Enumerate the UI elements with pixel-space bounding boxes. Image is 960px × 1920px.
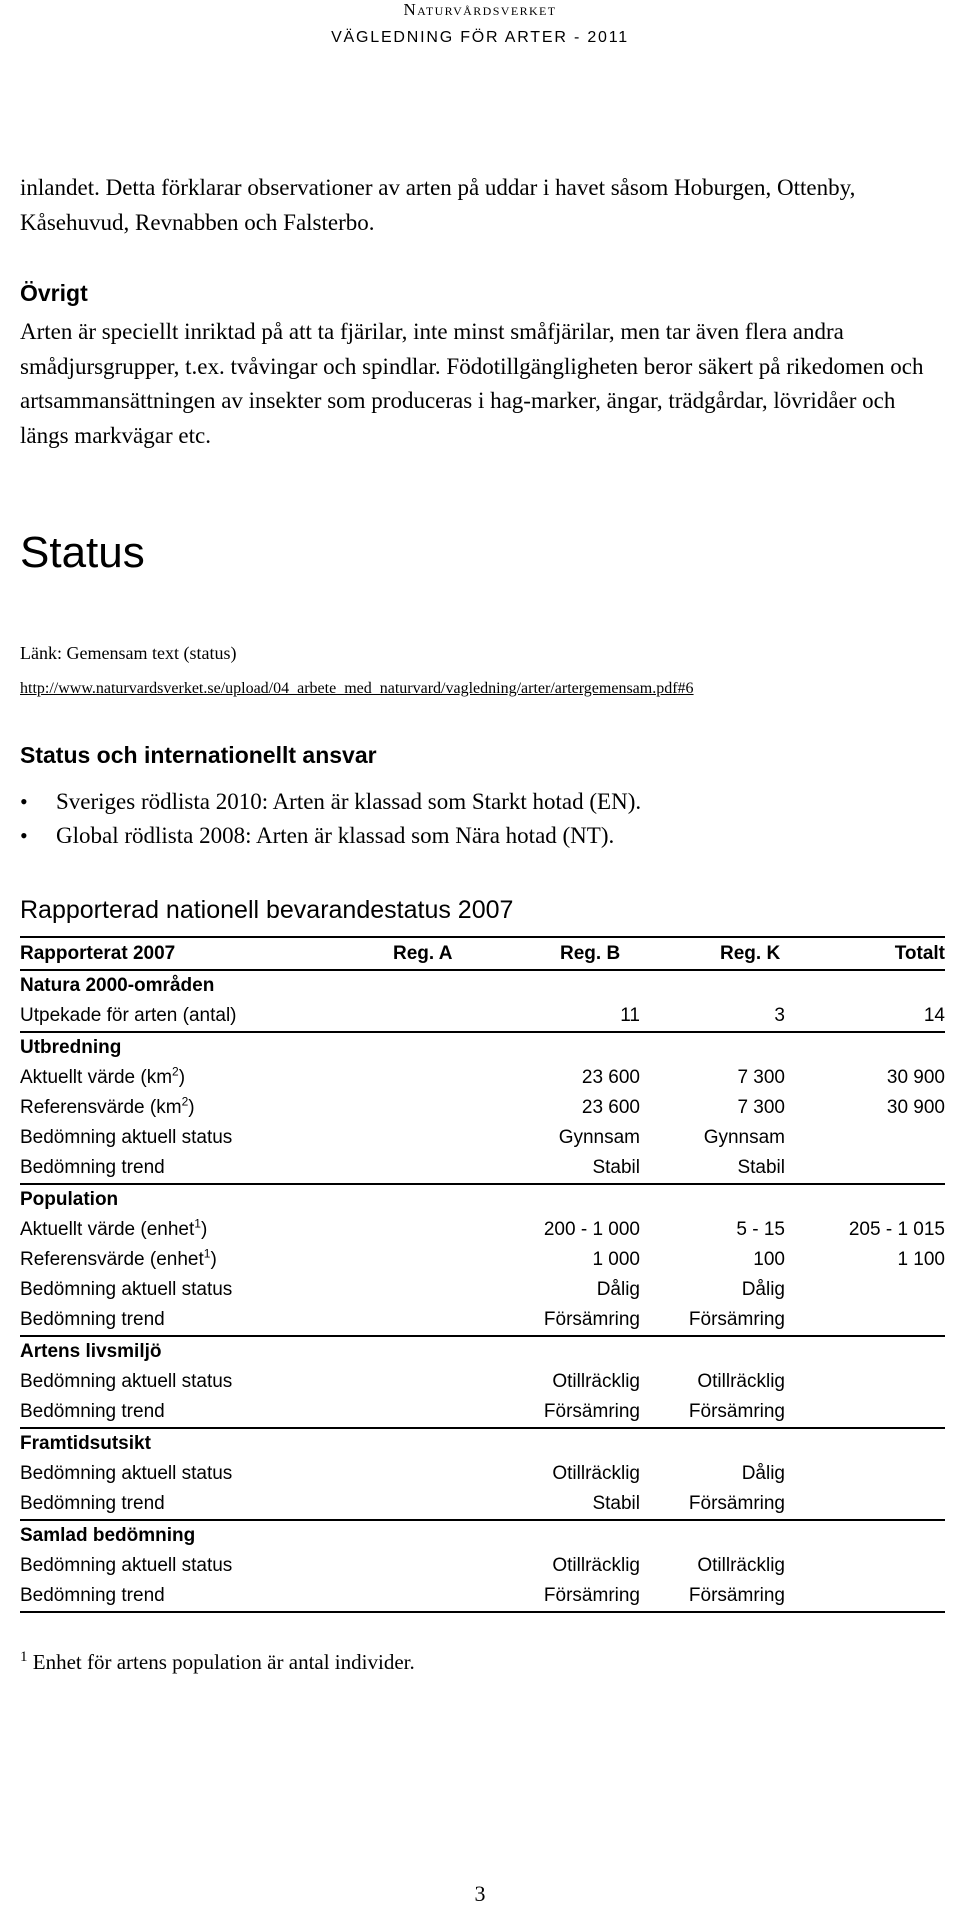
reg-b-value: Otillräcklig [552,1371,640,1392]
page-title-status: Status [20,528,145,577]
total-value: 205 - 1 015 [848,1219,945,1240]
reg-b-value: Stabil [592,1157,640,1178]
reg-b-value: 200 - 1 000 [543,1219,640,1240]
row-label-text: Bedömning aktuell status [20,1279,233,1300]
row-label [20,1153,165,1183]
table-header-row [20,936,945,971]
table-row [20,1153,945,1183]
row-label-superscript: 2 [172,1064,179,1079]
row-label [20,1275,232,1305]
row-label-superscript: 2 [181,1094,189,1109]
reg-k-value: Stabil [737,1157,785,1178]
reg-b-value: Dålig [596,1279,640,1300]
reg-k-value: Otillräcklig [697,1555,785,1576]
total-value: 30 900 [886,1097,945,1118]
row-label [20,1367,232,1397]
ovrigt-paragraph: Arten är speciellt inriktad på att ta fjärilar, inte minst småfjärilar, men tar även flera andra smådjursgrupper, t.ex. tvåvingar och spindlar. Födotillgängligheten beror säkert på rikedomen och artsammansättningen av insekter som produceras i hag-marker, ängar, trädgårdar, lövridåer och längs markvägar etc. [20,319,924,448]
table-row [20,1581,945,1613]
section-title: Utbredning [20,1037,122,1058]
column-header-rapporterat: Rapporterat 2007 [20,943,176,964]
international-heading: Status och internationellt ansvar [20,742,377,768]
table-row [20,1215,945,1245]
row-label [20,1397,165,1427]
list-item: • Sveriges rödlista 2010: Arten är klassad som Starkt hotad (EN). [20,785,945,819]
section-title: Natura 2000-områden [20,975,215,996]
row-label-text: Bedömning aktuell status [20,1463,233,1484]
row-label-text: Bedömning trend [20,1493,165,1514]
section-heading-ovrigt: Övrigt [20,280,88,306]
table-section-heading [20,1427,945,1459]
reg-b-value: Försämring [543,1309,640,1330]
table-row [20,1489,945,1519]
total-value: 14 [923,1005,945,1026]
reg-k-value: Försämring [688,1493,785,1514]
row-label-text: Bedömning aktuell status [20,1371,233,1392]
table-row [20,1063,945,1093]
footnote-marker: 1 [20,1649,28,1665]
table-row [20,1001,945,1031]
row-label [20,1093,195,1123]
row-label-suffix: ) [210,1249,217,1270]
reg-k-value: 7 300 [737,1097,785,1118]
table-section-heading [20,1519,945,1551]
running-header-org: Naturvårdsverket [403,0,557,19]
row-label-superscript: 1 [203,1246,211,1261]
table-row [20,1367,945,1397]
table-section-heading [20,971,945,1001]
total-value: 30 900 [886,1067,945,1088]
table-body [20,971,945,1613]
row-label-superscript: 1 [194,1216,201,1231]
column-header-reg-k: Reg. K [720,943,781,964]
reg-k-value: Försämring [688,1585,785,1606]
row-label-suffix: ) [200,1219,208,1240]
intro-paragraph: inlandet. Detta förklarar observationer av arten på uddar i havet såsom Hoburgen, Ottenby, Kåsehuvud, Revnabben och Falsterbo. [20,175,856,235]
table-row [20,1123,945,1153]
section-title: Population [20,1189,119,1210]
row-label [20,1581,165,1611]
column-header-reg-a: Reg. A [393,943,453,964]
table-section-heading [20,1183,945,1215]
reg-b-value: Stabil [592,1493,640,1514]
running-header-subtitle: VÄGLEDNING FÖR ARTER - 2011 [331,29,629,46]
row-label [20,1459,232,1489]
row-label-text: Bedömning trend [20,1585,165,1606]
reg-b-value: Otillräcklig [552,1555,640,1576]
row-label-text: Bedömning trend [20,1309,165,1330]
section-title: Artens livsmiljö [20,1341,162,1362]
table-row [20,1459,945,1489]
page-number: 3 [474,1881,486,1906]
table-row [20,1245,945,1275]
total-value: 1 100 [897,1249,945,1270]
reg-k-value: 5 - 15 [736,1219,785,1240]
reg-k-value: Dålig [741,1463,785,1484]
reg-k-value: 3 [774,1005,785,1026]
reg-b-value: 23 600 [581,1067,640,1088]
row-label-text: Utpekade för arten (antal) [20,1005,237,1026]
reg-k-value: Gynnsam [703,1127,785,1148]
list-item: • Global rödlista 2008: Arten är klassad som Nära hotad (NT). [20,819,945,853]
row-label-suffix: ) [188,1097,195,1118]
column-header-totalt: Totalt [894,943,945,964]
row-label [20,1245,217,1275]
reg-b-value: Försämring [543,1585,640,1606]
reg-k-value: Försämring [688,1309,785,1330]
table-row [20,1397,945,1427]
row-label-text: Referensvärde (km [20,1097,182,1118]
table-section-heading [20,1031,945,1063]
table-section-heading [20,1335,945,1367]
section-title: Framtidsutsikt [20,1433,151,1454]
row-label-text: Bedömning aktuell status [20,1127,233,1148]
row-label [20,1489,165,1519]
row-label-suffix: ) [178,1067,186,1088]
reg-b-value: 11 [620,1005,640,1026]
footnote [20,1650,415,1675]
table-row [20,1305,945,1335]
column-header-reg-b: Reg. B [560,943,621,964]
row-label-text: Bedömning trend [20,1401,165,1422]
reg-b-value: Försämring [543,1401,640,1422]
status-link-label: Länk: Gemensam text (status) [20,643,237,663]
row-label [20,1215,207,1245]
row-label-text: Referensvärde (enhet [20,1249,204,1270]
row-label [20,1001,237,1031]
reg-b-value: Otillräcklig [552,1463,640,1484]
footnote-text: Enhet för artens population är antal individer. [27,1650,415,1674]
status-link-url[interactable]: http://www.naturvardsverket.se/upload/04_arbete_med_naturvard/vagledning/arter/artergemensam.pdf#6 [20,680,694,697]
report-heading: Rapporterad nationell bevarandestatus 2007 [20,896,514,924]
row-label [20,1123,232,1153]
row-label-text: Bedömning trend [20,1157,165,1178]
report-table [20,936,945,1613]
row-label-text: Aktuellt värde (enhet [20,1219,195,1240]
reg-k-value: Försämring [688,1401,785,1422]
reg-k-value: 100 [753,1249,785,1270]
row-label [20,1551,232,1581]
reg-k-value: 7 300 [737,1067,785,1088]
reg-b-value: Gynnsam [558,1127,640,1148]
row-label-text: Aktuellt värde (km [20,1067,173,1088]
international-bullet-list [20,785,945,853]
reg-b-value: 23 600 [581,1097,640,1118]
row-label [20,1305,165,1335]
reg-k-value: Otillräcklig [697,1371,785,1392]
row-label-text: Bedömning aktuell status [20,1555,233,1576]
row-label [20,1063,185,1093]
section-title: Samlad bedömning [20,1525,196,1546]
table-row [20,1551,945,1581]
reg-k-value: Dålig [741,1279,785,1300]
table-row [20,1275,945,1305]
table-row [20,1093,945,1123]
reg-b-value: 1 000 [592,1249,640,1270]
